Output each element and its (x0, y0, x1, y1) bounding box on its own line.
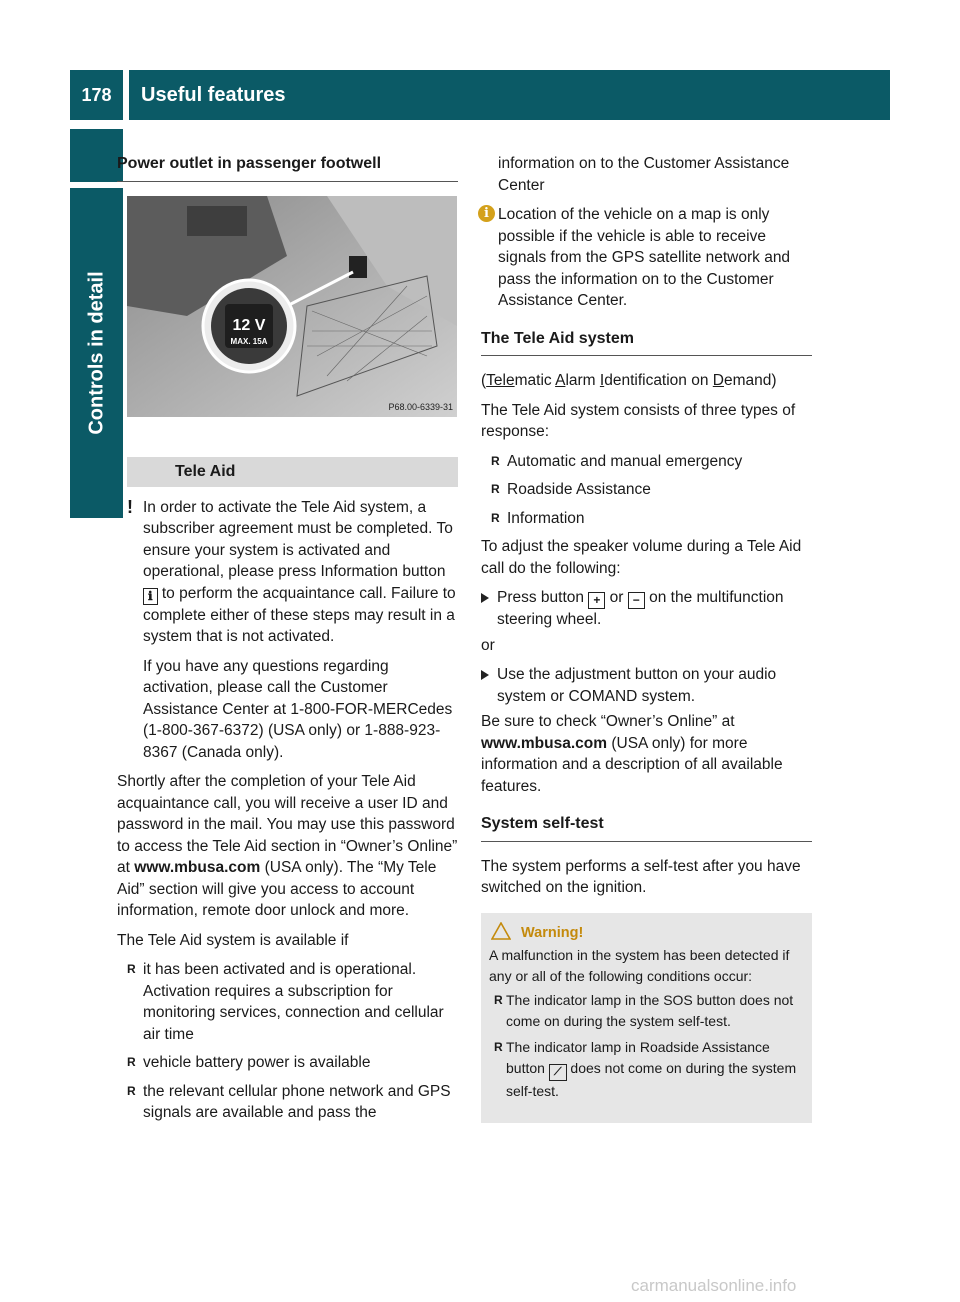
step-item: Use the adjustment button on your audio system or COMAND system. (481, 664, 812, 707)
warning-text: A malfunction in the system has been detected if any or all of the following conditions occur: (489, 947, 790, 984)
info-note: i Location of the vehicle on a map is only possible if the vehicle is able to receive signals from the GPS satellite network and pass the information on to the Customer Assistance Center. (481, 204, 812, 312)
list-item: R Roadside Assistance (481, 479, 812, 501)
volume-intro: To adjust the speaker volume during a Tele Aid call do the following: (481, 538, 802, 577)
tele-aid-note-contact: If you have any questions regarding activation, please call the Customer Assistance Center at 1-800-FOR-MERCedes (1-800-367-6372) (USA only) or 1-888-923-8367 (Canada only). (143, 657, 453, 761)
photo-code: P68.00-6339-31 (388, 401, 453, 412)
bullet-continued: information on to the Customer Assistance Center (498, 155, 790, 194)
list-item: R Automatic and manual emergency (481, 451, 812, 473)
side-tab-marker (70, 129, 123, 182)
warning-title: Warning! (489, 923, 804, 944)
acronym-line: (Telematic Alarm Identification on Demand) (481, 372, 777, 389)
self-test-text: The system performs a self-test after you have switched on the ignition. (481, 857, 801, 896)
list-item: R vehicle battery power is available (117, 1052, 458, 1074)
list-item: R Information (481, 508, 812, 530)
list-item: R The indicator lamp in Roadside Assistance button ⟋ does not come on during the system self-test. (489, 1037, 804, 1101)
outlet-label: 12 V (232, 316, 266, 334)
side-tab-label: Controls in detail (85, 271, 107, 435)
warning-triangle-icon (491, 922, 511, 940)
warning-exclamation-icon: ! (127, 496, 133, 517)
list-item: R the relevant cellular phone network and GPS signals are available and pass the (117, 1081, 458, 1124)
power-outlet-heading: Power outlet in passenger footwell (117, 153, 458, 182)
list-item: R The indicator lamp in the SOS button does not come on during the system self-test. (489, 990, 804, 1031)
self-test-heading: System self-test (481, 813, 812, 842)
roadside-assistance-button-icon: ⟋ (549, 1064, 567, 1081)
right-column (481, 153, 812, 1123)
tele-aid-para: Shortly after the completion of your Tele Aid acquaintance call, you will receive a user ID and password in the mail. You may use this password to access the Tele Aid section in “Owner’s Online” at www.mbusa.com (USA only). The “My Tele Aid” section will give you access to account information, remote door unlock and more. (117, 773, 458, 919)
page-number: 178 (70, 70, 123, 120)
power-outlet-photo (127, 196, 457, 417)
mbusa-link[interactable]: www.mbusa.com (134, 859, 261, 876)
left-column (117, 153, 458, 1131)
arrow-icon (481, 593, 489, 603)
outlet-sublabel: MAX. 15A (230, 336, 268, 346)
availability-intro: The Tele Aid system is available if (117, 931, 349, 949)
step-item: Press button + or − on the multifunction steering wheel. (481, 587, 812, 631)
info-icon: i (478, 205, 495, 222)
plus-button-icon: + (588, 592, 605, 609)
warning-box (481, 913, 812, 1124)
owners-online-para: Be sure to check “Owner’s Online” at www.mbusa.com (USA only) for more information and a description of all available features. (481, 713, 783, 795)
side-tab-label-wrap (70, 188, 123, 518)
chapter-title: Useful features (129, 70, 890, 120)
tele-aid-note: ! In order to activate the Tele Aid system, a subscriber agreement must be completed. To ensure your system is activated and operational, please press Information button ℹ to perform the acquaintance call. Failure to complete either of these steps may result in a system that is not activated. (127, 496, 456, 645)
watermark: carmanualsonline.info (631, 1276, 797, 1295)
tele-aid-heading: Tele Aid (127, 457, 458, 487)
information-button-icon: ℹ (143, 588, 158, 605)
or-text: or (481, 636, 495, 654)
arrow-icon (481, 670, 489, 680)
list-item: R it has been activated and is operational. Activation requires a subscription for monitoring services, connection and cellular air time (117, 959, 458, 1045)
system-intro: The Tele Aid system consists of three types of response: (481, 401, 796, 440)
mbusa-link[interactable]: www.mbusa.com (481, 734, 608, 752)
minus-button-icon: − (628, 592, 645, 609)
tele-aid-system-heading: The Tele Aid system (481, 328, 812, 357)
